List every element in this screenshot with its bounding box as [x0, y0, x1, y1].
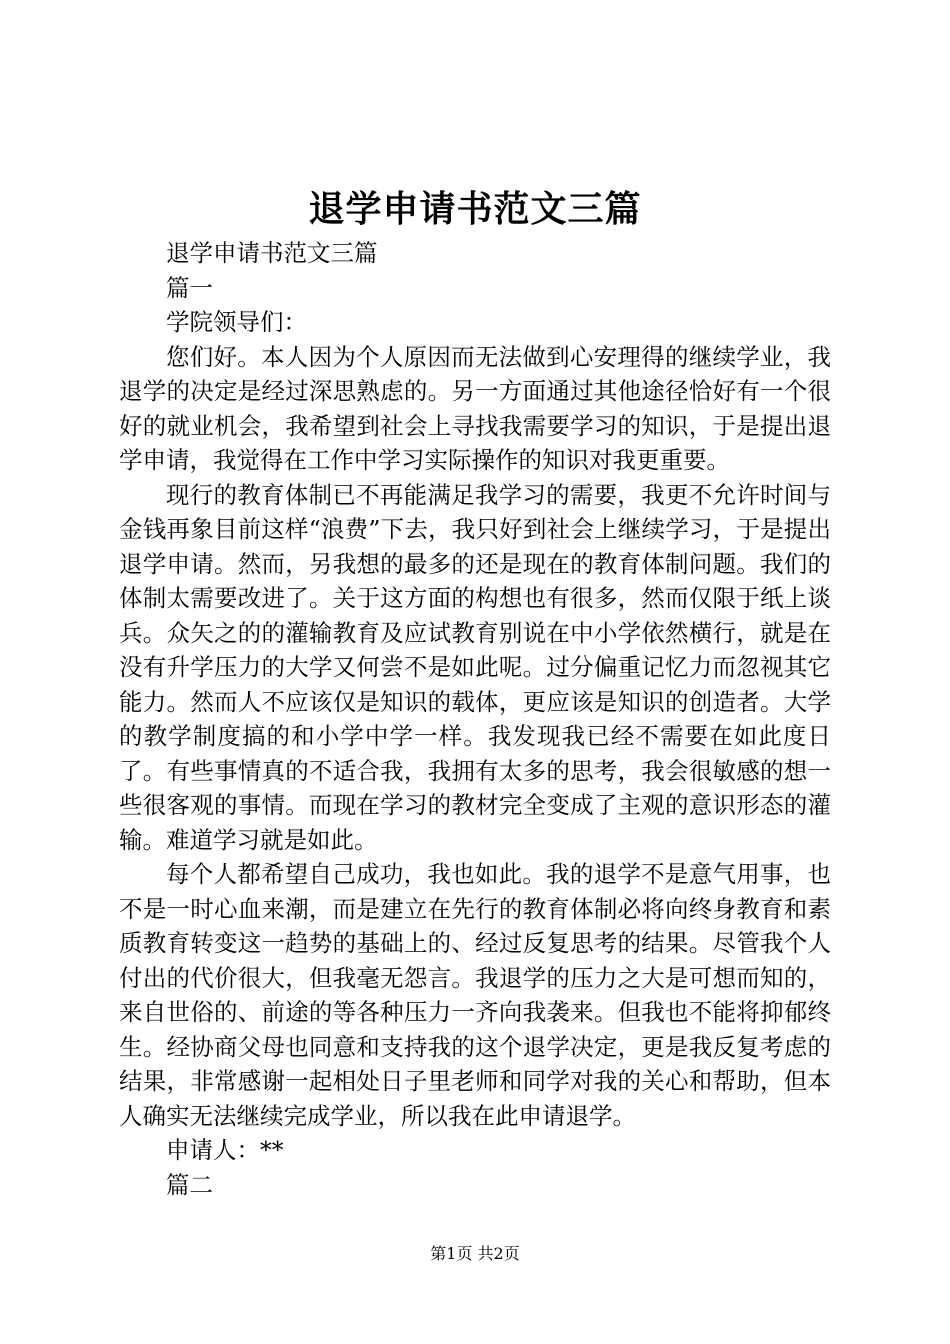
section-label-1: 篇一 — [166, 273, 213, 302]
subtitle-line: 退学申请书范文三篇 — [166, 239, 378, 267]
paragraph-3: 每个人都希望自己成功，我也如此。我的退学不是意气用事，也不是一时心血来潮，而是建立在先行的教育体制必将向终身教育和素质教育转变这一趋势的基础上的、经过反复思考的结果。尽管我个人付出的代价很大，但我毫无怨言。我退学的压力之大是可想而知的，来自世俗的、前途的等各种压力一齐向我袭来。但我也不能将抑郁终生。经协商父母也同意和支持我的这个退学决定，更是我反复考虑的结果，非常感谢一起相处日子里老师和同学对我的关心和帮助，但本人确实无法继续完成学业，所以我在此申请退学。 — [119, 860, 831, 1130]
applicant-line: 申请人：** — [166, 1136, 284, 1164]
page-number-footer: 第1页 共2页 — [430, 1244, 520, 1263]
paragraph-1: 您们好。本人因为个人原因而无法做到心安理得的继续学业，我退学的决定是经过深思熟虑的。另一方面通过其他途径恰好有一个很好的就业机会，我希望到社会上寻找我需要学习的知识，于是提出退学申请，我觉得在工作中学习实际操作的知识对我更重要。 — [119, 342, 831, 474]
salutation: 学院领导们： — [166, 308, 307, 336]
section-label-2: 篇二 — [166, 1170, 213, 1199]
document-title: 退学申请书范文三篇 — [308, 188, 642, 230]
paragraph-2: 现行的教育体制已不再能满足我学习的需要，我更不允许时间与金钱再象目前这样“浪费”下去，我只好到社会上继续学习，于是提出退学申请。然而，另我想的最多的还是现在的教育体制问题。我们的体制太需要改进了。关于这方面的构想也有很多，然而仅限于纸上谈兵。众矢之的的灌输教育及应试教育别说在中小学依然横行，就是在没有升学压力的大学又何尝不是如此呢。过分偏重记忆力而忽视其它能力。然而人不应该仅是知识的载体，更应该是知识的创造者。大学的教学制度搞的和小学中学一样。我发现我已经不需要在如此度日了。有些事情真的不适合我，我拥有太多的思考，我会很敏感的想一些很客观的事情。而现在学习的教材完全变成了主观的意识形态的灌输。难道学习就是如此。 — [119, 480, 831, 854]
document-body — [119, 236, 831, 1202]
